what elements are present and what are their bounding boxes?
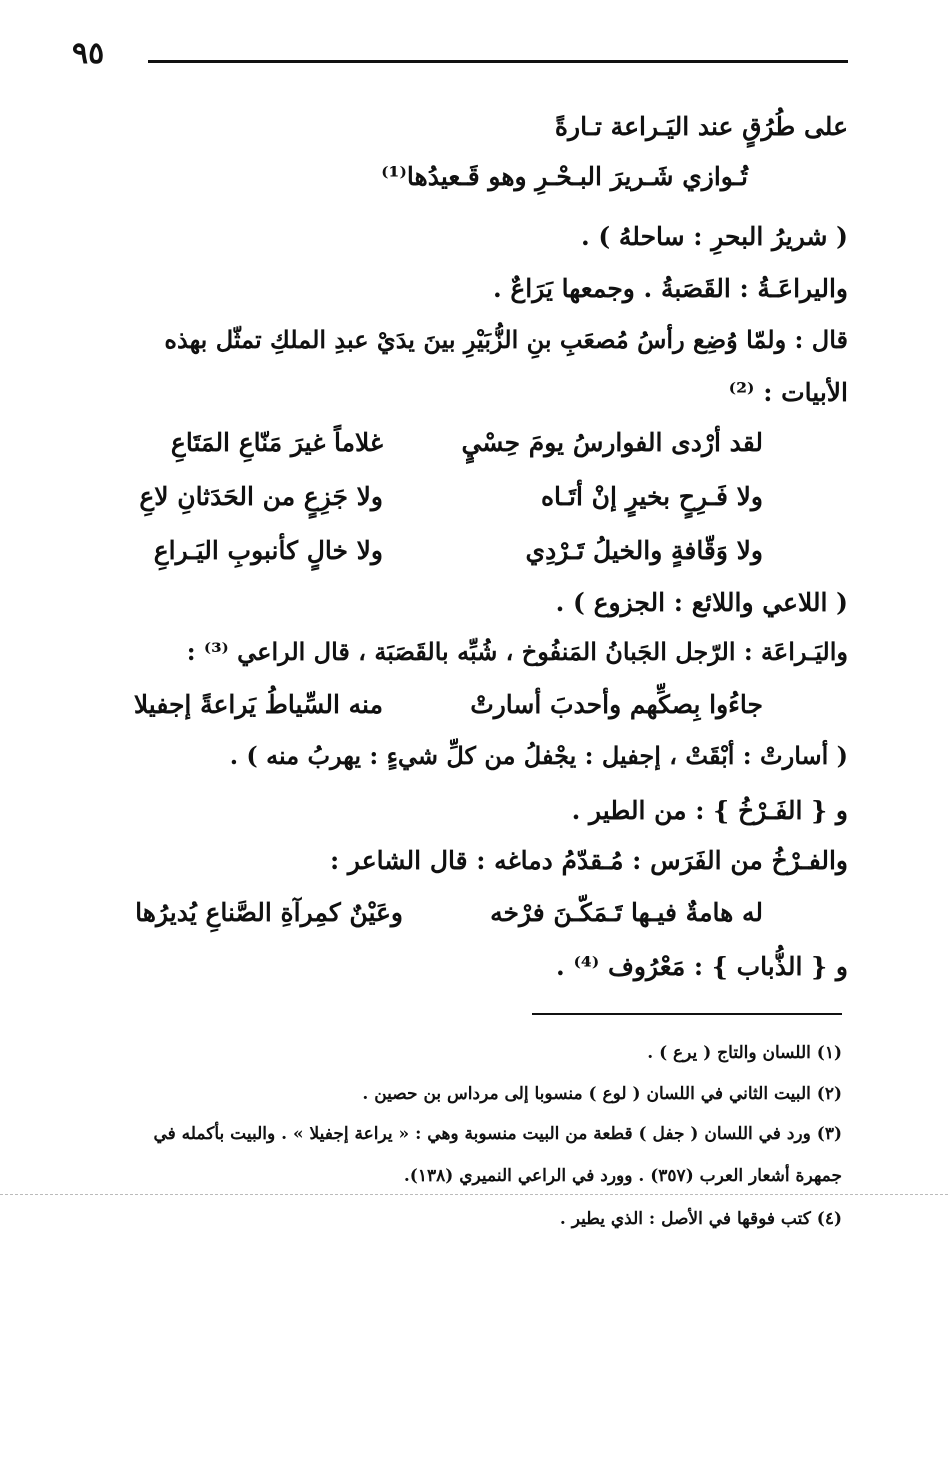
footnote-rule — [532, 1013, 842, 1015]
footnote: (٣) ورد في اللسان ( جفل ) قطعة من البيت منسوبة وهي : « يراعة إجفيلا » . والبيت بأكمله في — [153, 1124, 842, 1144]
poem-line: على طُرُقٍ عند اليَـراعة تـارةً — [554, 112, 848, 141]
header-rule — [148, 60, 848, 63]
page-number: ٩٥ — [72, 36, 105, 71]
entry-heading: و { الذُّباب } : مَعْرُوف ⁽⁴⁾ . — [556, 952, 848, 981]
scan-artifact-line — [0, 1194, 948, 1195]
verse-first-hemistich: ولا فَـرِحٍ بخيرٍ إنْ أتَـاه — [540, 482, 763, 511]
footnote: (٤) كتب فوقها في الأصل : الذي يطير . — [559, 1209, 842, 1229]
text-line: الأبيات : ⁽²⁾ — [728, 378, 848, 407]
verse-second-hemistich: غلاماً غيرَ مَنّاعِ المَتَاعِ — [170, 428, 383, 457]
text-line: قال : ولمّا وُضِع رأسُ مُصعَبِ بنِ الزُّبَيْرِ بينَ يدَيْ عبدِ الملكِ تمثّل بهذه — [164, 325, 848, 354]
text-line: والفـرْخُ من الفَرَس : مُـقدّمُ دماغه : قال الشاعر : — [329, 846, 848, 875]
verse-first-hemistich: ولا وَقّافةٍ والخيلُ تَـرْدِي — [525, 536, 763, 565]
footnote: جمهرة أشعار العرب (٣٥٧) . وورد في الراعي النميري (١٣٨). — [403, 1166, 842, 1186]
text-line: واليراعَـةُ : القَصَبةُ . وجمعها يَرَاعٌ . — [492, 274, 848, 303]
footnote: (٢) البيت الثاني في اللسان ( لوع ) منسوبا إلى مرداس بن حصين . — [362, 1084, 842, 1104]
entry-heading: و { الفَـرْخُ } : من الطير . — [571, 796, 848, 825]
footnote: (١) اللسان والتاج ( يرع ) . — [647, 1043, 842, 1063]
verse-second-hemistich: ولا جَزِعٍ من الحَدَثانِ لاعِ — [139, 482, 383, 511]
verse-first-hemistich: لقد أرْدى الفوارسُ يومَ حِسْيٍ — [461, 428, 763, 457]
verse-second-hemistich: منه السِّياطُ يَراعةً إجفيلا — [133, 690, 383, 719]
verse-second-hemistich: ولا خالٍ كأنبوبِ اليَـراعِ — [153, 536, 383, 565]
poem-line: تُـوازي شَـريرَ البـحْـرِ وهو قَـعيدُها⁽¹⁾ — [381, 162, 748, 191]
gloss-line: ( أسارتْ : أبْقَتْ ، إجفيل : يجْفلُ من كلِّ شيءٍ : يهربُ منه ) . — [229, 741, 848, 770]
verse-first-hemistich: له هامةٌ فيـها تَـمَكّـنَ فرْخه — [490, 898, 763, 927]
verse-first-hemistich: جاءُوا بِصكِّهم وأحدبَ أسارتْ — [470, 690, 763, 719]
gloss-line: ( اللاعي واللائع : الجزوع ) . — [555, 588, 848, 617]
gloss-line: ( شريرُ البحرِ : ساحلهُ ) . — [580, 222, 848, 251]
verse-second-hemistich: وعَيْنٌ كمِرآةِ الصَّناعِ يُديرُها — [135, 898, 403, 927]
text-line: واليَـراعَة : الرّجل الجَبانُ المَنفُوخ ، شُبِّه بالقَصَبَة ، قال الراعي ⁽³⁾ : — [186, 637, 848, 666]
